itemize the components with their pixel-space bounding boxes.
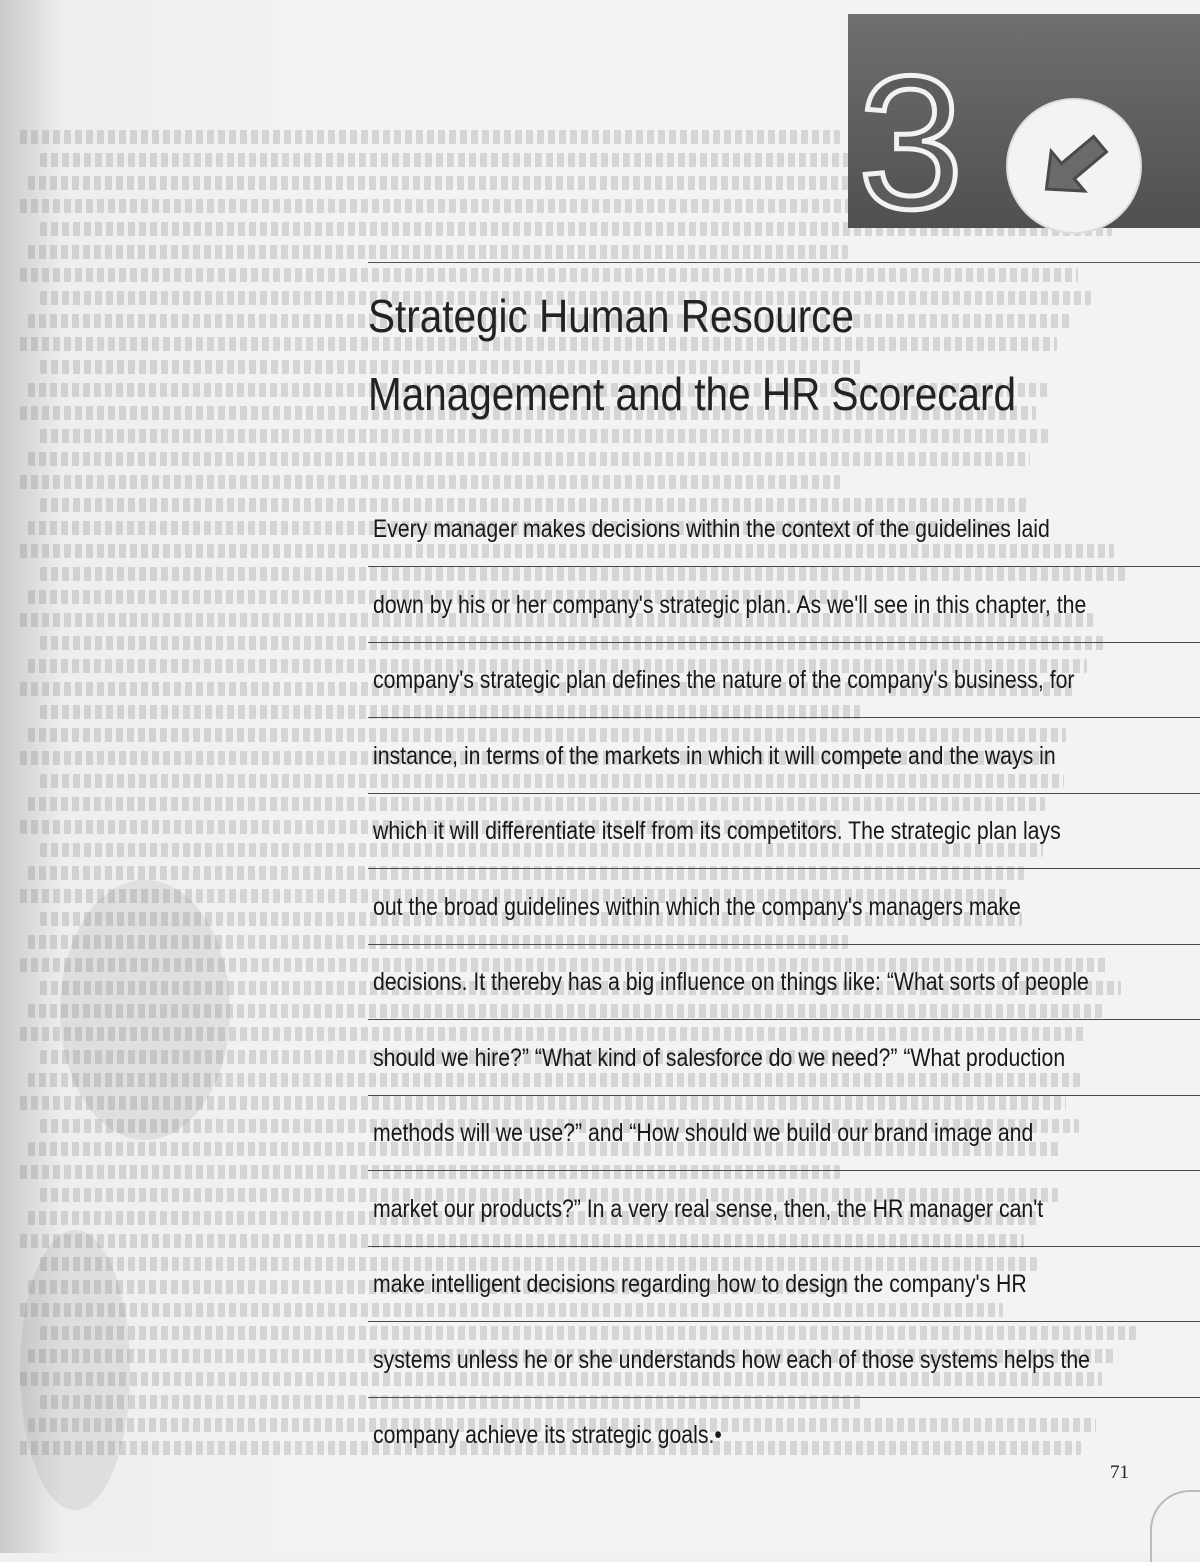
ruled-line xyxy=(368,566,1200,567)
ruled-line xyxy=(368,1095,1200,1096)
intro-line: make intelligent decisions regarding how to design the company's HR xyxy=(373,1270,1027,1298)
ruled-line xyxy=(368,1397,1200,1398)
intro-line: decisions. It thereby has a big influence on things like: “What sorts of people xyxy=(373,968,1089,996)
intro-line: out the broad guidelines within which the company's managers make xyxy=(373,892,1021,921)
page-number: 71 xyxy=(1110,1462,1129,1483)
intro-line: which it will differentiate itself from its competitors. The strategic plan lays xyxy=(373,817,1061,845)
ruled-line xyxy=(368,1019,1200,1020)
ruled-line xyxy=(368,642,1200,643)
ghost-line xyxy=(40,567,1127,581)
ruled-line xyxy=(368,944,1200,945)
ghost-line xyxy=(40,774,1064,788)
ghost-line xyxy=(20,544,1114,558)
title-rule xyxy=(368,262,1200,263)
chapter-title-line-2: Management and the HR Scorecard xyxy=(368,368,1017,420)
ghost-line xyxy=(20,268,1078,282)
intro-line: should we hire?” “What kind of salesforce do we need?” “What production xyxy=(373,1043,1066,1072)
intro-line: down by his or her company's strategic plan. As we'll see in this chapter, the xyxy=(373,590,1087,619)
intro-line: methods will we use?” and “How should we build our brand image and xyxy=(373,1119,1034,1147)
ghost-line xyxy=(28,245,848,259)
ruled-line xyxy=(368,1246,1200,1247)
intro-line: company achieve its strategic goals.• xyxy=(373,1421,722,1449)
ghost-line xyxy=(20,1165,840,1179)
intro-line: market our products?” In a very real sense, then, the HR manager can't xyxy=(373,1194,1044,1223)
intro-line: company's strategic plan defines the nature of the company's business, for xyxy=(373,666,1075,694)
ghost-line xyxy=(28,452,1030,466)
smudge-mark xyxy=(60,880,230,1140)
ghost-line xyxy=(28,797,1045,811)
smudge-mark xyxy=(20,1230,130,1510)
ruled-line xyxy=(368,1170,1200,1171)
ghost-line xyxy=(40,1326,1136,1340)
ruled-line xyxy=(368,868,1200,869)
ghost-line xyxy=(20,475,840,489)
ghost-line xyxy=(20,1303,1003,1317)
ruled-line xyxy=(368,1321,1200,1322)
arrow-down-left-icon xyxy=(1006,98,1142,234)
page-curl xyxy=(1150,1490,1200,1562)
ghost-line xyxy=(40,429,1049,443)
ghost-line xyxy=(20,130,840,144)
chapter-number: 3 xyxy=(858,37,964,249)
intro-line: instance, in terms of the markets in which it will compete and the ways in xyxy=(373,741,1056,770)
ghost-line xyxy=(40,498,1028,512)
chapter-title-line-1: Strategic Human Resource xyxy=(368,290,854,342)
ruled-line xyxy=(368,717,1200,718)
intro-line: systems unless he or she understands how each of those systems helps the xyxy=(373,1345,1090,1374)
intro-line: Every manager makes decisions within the context of the guidelines laid xyxy=(373,515,1050,543)
ruled-line xyxy=(368,793,1200,794)
ghost-line xyxy=(40,636,1106,650)
